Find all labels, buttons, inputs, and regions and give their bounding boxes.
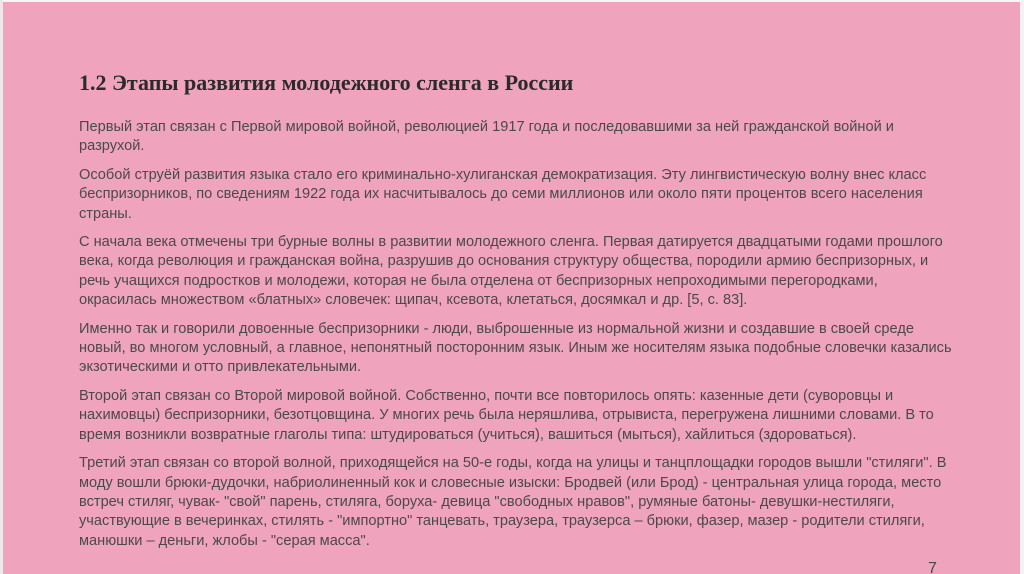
page-number: 7	[928, 560, 937, 574]
paragraph-prewar-homeless: Именно так и говорили довоенные беспризорники - люди, выброшенные из нормальной жизни и создавшие в своей среде новый, во многом условный, а главное, непонятный посторонним язык. Иным же носителям языка подобные словечки казались экзотическими и отто привлекательными.	[79, 320, 952, 376]
window-frame-top	[0, 0, 1024, 2]
paragraph-three-waves: С начала века отмечены три бурные волны в развитии молодежного сленга. Первая датируется двадцатыми годами прошлого века, когда революция и гражданская война, разрушив до основания структуру общества, породили армию беспризорных, и речь учащихся подростков и молодежи, которая не была отделена от беспризорных непроходимыми перегородками, окрасилась множеством «блатных» словечек: щипач, ксевота, клетаться, досямкал и др. [5, с. 83].	[79, 234, 943, 309]
slide-body	[79, 118, 959, 560]
window-frame-left	[0, 0, 3, 574]
paragraph-second-stage: Второй этап связан со Второй мировой войной. Собственно, почти все повторилось опять: казенные дети (суворовцы и нахимовцы) беспризорники, безотцовщина. У многих речь была неряшлива, отрывиста, перегружена лишними словами. В то время возникли возвратные глаголы типа: штудироваться (учиться), вашиться (мыться), хайлиться (здороваться).	[79, 387, 934, 443]
paragraph-first-stage: Первый этап связан с Первой мировой войной, революцией 1917 года и последовавшими за ней гражданской войной и разрухой.	[79, 119, 894, 155]
paragraph-third-stage: Третий этап связан со второй волной, приходящейся на 50-е годы, когда на улицы и танцплощадки городов вышли "стиляги". В моду вошли брюки-дудочки, набриолиненный кок и словесные изыски: Бродвей (или Брод) - центральная улица города, место встреч стиляг, чувак- "свой" парень, стиляга, боруха- девица "свободных нравов", румяные батоны- девушки-нестиляги, участвующие в вечеринках, стилять - "импортно" танцевать, траузера, траузерса – брюки, фазер, мазер - родители стиляги, манюшки – деньги, жлобы - "серая масса".	[79, 455, 947, 549]
window-frame-right	[1020, 0, 1024, 574]
paragraph-criminal-democratization: Особой струёй развития языка стало его криминально-хулиганская демократизация. Эту лингвистическую волну внес класс беспризорников, по сведениям 1922 года их насчитывалось до семи миллионов или около пяти процентов всего населения страны.	[79, 166, 927, 222]
slide-title: 1.2 Этапы развития молодежного сленга в России	[79, 70, 574, 95]
